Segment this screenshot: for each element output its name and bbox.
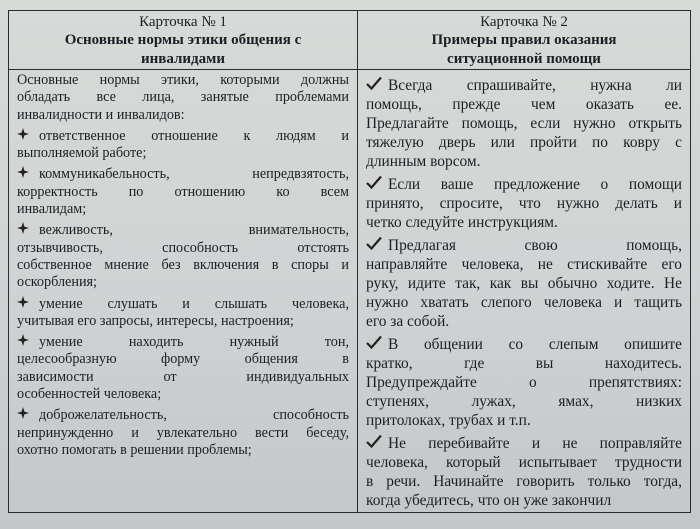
item-text: ответственное отношение к людям и — [39, 127, 349, 144]
list-item — [366, 434, 682, 510]
list-item — [17, 296, 349, 331]
text-line: длинным ворсом. — [366, 153, 481, 170]
text-line: в речи. Начинайте говорить только тогда, — [366, 473, 682, 490]
card2-title-line2: ситуационной помощи — [447, 51, 601, 67]
checkmark-icon — [366, 434, 388, 453]
list-item — [17, 166, 349, 218]
text-line — [17, 334, 349, 351]
item-text: коммуникабельность, непредвзятость, — [39, 166, 349, 183]
text-line: нужно хватать слепого человека и тащить — [366, 294, 682, 311]
text-line: отзывчивость, способность отстоять — [17, 239, 349, 256]
text-line: Предлагайте помощь, если нужно открыть — [366, 115, 682, 132]
item-text: Всегда спрашивайте, нужна ли — [388, 77, 682, 94]
cards-table — [8, 10, 691, 513]
text-line: целесообразную форму общения в — [17, 351, 349, 368]
item-text: Не перебивайте и не поправляйте — [388, 435, 682, 452]
checkmark-icon — [366, 175, 388, 194]
item-text: Если ваше предложение о помощи — [388, 176, 682, 193]
text-line: охотно помогать в решении проблемы; — [17, 441, 252, 458]
text-line — [17, 407, 349, 424]
card2-title-line1: Примеры правил оказания — [431, 32, 617, 48]
item-text: доброжелательность, способность — [39, 407, 349, 424]
list-item — [17, 407, 349, 459]
diamond-bullet-icon — [17, 128, 39, 145]
text-line: человека, который испытывает трудности — [366, 454, 682, 471]
diamond-bullet-icon — [17, 166, 39, 183]
list-item — [17, 128, 349, 163]
card2-list — [366, 76, 682, 510]
card1-list — [17, 72, 349, 459]
checkmark-icon — [366, 76, 388, 95]
diamond-bullet-icon — [17, 222, 39, 239]
list-item — [366, 335, 682, 430]
text-line: когда убедитесь, что он уже закончил — [366, 492, 612, 509]
text-line — [366, 236, 682, 255]
intro-paragraph — [17, 72, 349, 124]
checkmark-icon — [366, 335, 388, 354]
item-text: умение слушать и слышать человека, — [39, 295, 349, 312]
text-line: Предупреждайте о препятствиях: — [366, 374, 682, 391]
item-text: умение находить нужный тон, — [39, 334, 349, 351]
text-line: собственное мнение без включения в споры и — [17, 256, 349, 273]
text-line: принято, спросите, что нужно делать и — [366, 195, 682, 212]
text-line: его за собой. — [366, 313, 450, 330]
text-line: помощь, прежде чем оказать ее. — [366, 96, 682, 113]
text-line: корректность по отношению ко всем — [17, 183, 349, 200]
text-line: Основные нормы этики, которыми должны — [17, 72, 349, 88]
list-item — [366, 175, 682, 232]
checkmark-icon — [366, 236, 388, 255]
text-line: учитывая его запросы, интересы, настроения; — [17, 312, 294, 329]
list-item — [366, 76, 682, 171]
table-body-row — [9, 70, 691, 513]
text-line: четко следуйте инструкциям. — [366, 214, 558, 231]
text-line — [17, 296, 349, 313]
diamond-bullet-icon — [17, 407, 39, 424]
text-line — [17, 166, 349, 183]
list-item — [17, 334, 349, 403]
list-item — [366, 236, 682, 331]
list-item — [17, 222, 349, 291]
text-line — [366, 434, 682, 453]
card1-body — [9, 70, 358, 513]
card2-body — [358, 70, 691, 513]
diamond-bullet-icon — [17, 296, 39, 313]
item-text: Предлагая свою помощь, — [388, 237, 682, 254]
text-line: притолоках, трубах и т.п. — [366, 412, 531, 429]
card1-title-line2: инвалидами — [140, 51, 226, 67]
card2-number: Карточка № 2 — [480, 14, 568, 30]
text-line: оскорбления; — [17, 274, 97, 291]
text-line — [17, 128, 349, 145]
text-line: обладать все лица, занятые проблемами — [17, 89, 349, 106]
card1-header — [9, 11, 358, 70]
text-line: непринужденно и увлекательно вести беседу, — [17, 424, 349, 441]
table-header-row — [9, 11, 691, 70]
text-line — [366, 175, 682, 194]
card2-header — [358, 11, 691, 70]
text-line: инвалидности и инвалидов: — [17, 106, 185, 123]
text-line: инвалидам; — [17, 201, 87, 218]
text-line: кратко, где вы находитесь. — [366, 355, 682, 372]
item-text: вежливость, внимательность, — [39, 222, 349, 239]
text-line: особенностей человека; — [17, 386, 162, 403]
card1-title-line1: Основные нормы этики общения с — [64, 32, 302, 48]
text-line: зависимости от индивидуальных — [17, 368, 349, 385]
text-line: ступенях, лужах, ямах, низких — [366, 393, 682, 410]
card1-number: Карточка № 1 — [139, 14, 227, 30]
diamond-bullet-icon — [17, 334, 39, 351]
text-line: направляйте человека, не стискивайте его — [366, 256, 682, 273]
text-line — [17, 222, 349, 239]
text-line: руку, идите так, как вы обычно ходите. Не — [366, 275, 682, 292]
text-line — [366, 335, 682, 354]
text-line — [366, 76, 682, 95]
text-line: тяжелую дверь или пройти по ковру с — [366, 134, 682, 151]
item-text: В общении со слепым опишите — [388, 336, 682, 353]
text-line: выполняемой работе; — [17, 145, 147, 162]
